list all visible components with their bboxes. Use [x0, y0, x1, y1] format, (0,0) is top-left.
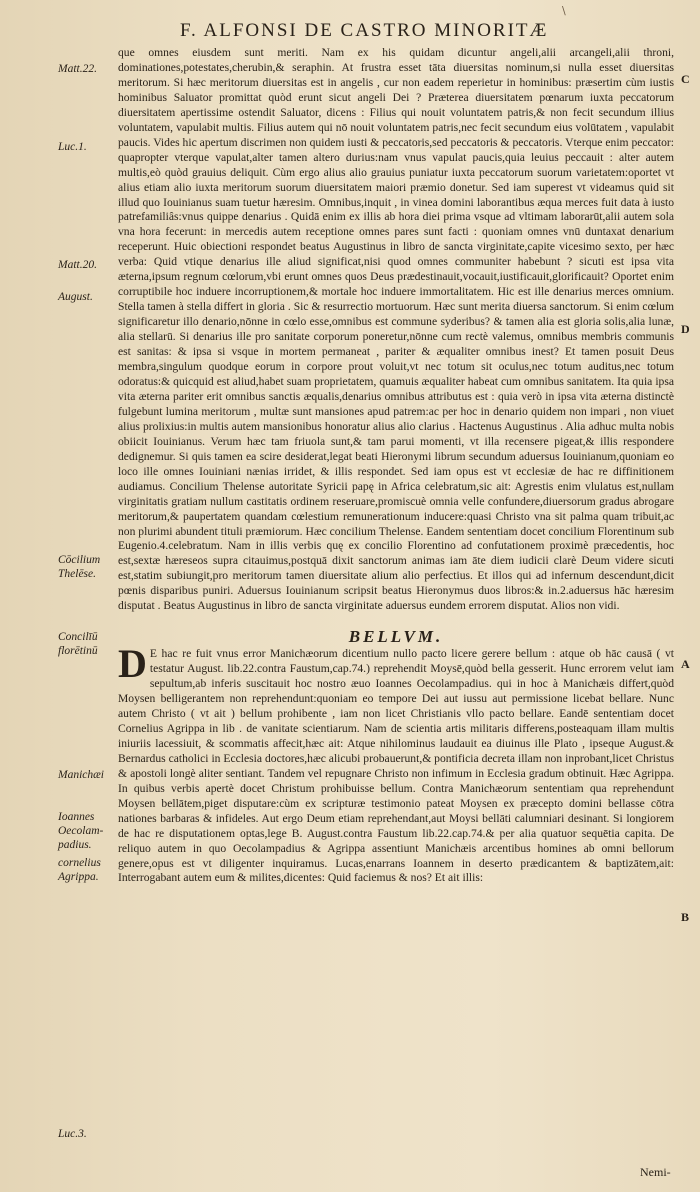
paragraph-resurrection-merits: que omnes eiusdem sunt meriti. Nam ex his quidam dicuntur angeli,alii arcangeli,alii throni, dominationes,potestates,cherubin,& seraphin. At frustra esset tāta diuersitas nominum,si nulla esset diuersitas meritorum. Si hæc meritorum diuersitas est in angelis , cur non eadem reperietur in hominibus: præsertim cùm iustis hominibus Saluator promittat quòd erunt sicut angeli Dei ? Præterea diuersitatem pœnarum iuxta peccatorum diuersitatem apertissime ostendit Saluator, dicens : Filius qui nouit voluntatem patris,& non fecit secundum illius voluntatem, vapulabit multis. Filius autem qui nō nouit voluntatem patris,nec fecit secundum eius volūtatem , vapulabit paucis. Vides hic apertum discrimen non quidem iusti & peccatoris,sed peccatoris & peccatoris. Vterque enim peccator: quapropter vterque vapulat,alter tamen altero durius:nam vnus vapulat paucis,quia leuius peccauit : alter autem multis,eò quòd grauius deliquit. Cùm ergo alius alio grauius puniatur iuxta peccatorum suorum varietatem:oportet vt alius etiam alio iuxta meritorum suorum diuersitatem maiori præmio donetur. Sed iam superest vt videamus quid sit illud quo Iouinianus suam tuetur hæresim. Omnibus,inquit , in vinea domini laborantibus æqua merces fuit data à iusto patrefamiliâs:vnus quippe denarius . Quidā enim ex illis ab hora diei prima vsque ad vltimam laborarūt,alii autem sola vna hora fecerunt: in mercedis autem receptione omnes pares sunt facti : quoniam omnes vnū duntaxat denarium receperunt. Huic obiectioni respondet beatus Augustinus in libro de sancta virginitate,capite vicesimo sexto, per hæc verba: Quid vtique denarius ille aliud significat,nisi quod omnes communiter habebunt ? sicuti est ipsa vita æterna,ipsum regnum cœlorum,vbi erunt omnes quos Deus prædestinauit,vocauit,iustificauit,glorificauit? Oportet enim corruptibile hoc induere incorruptionem,& mortale hoc induere immortalitatem. Hic est ille denarius merces omnium. Stella tamen à stella differt in gloria . Sic & resurrectio mortuorum. Hæc sunt merita diuersa sanctorum. Si enim cœlum significaretur illo denario,nōnne in cœlo esse,omnibus est commune syderibus? & tamen alia est gloria solis,alia lunæ, alia stellarū. Si denarius ille pro sanitate corporum poneretur,nōnne cum rectè valemus, omnibus membris communis est sanitas: & ipsa si vsque in mortem permaneat , pariter & æqualiter omnibus inest? Et tamen posuit Deus membra,singulum quodque eorum in corpore prout voluit,vt nec totum sit oculus,nec totum auditus,nec totum odoratus:& quicquid est aliud,habet suam proprietatem, quamuis æqualiter habeat cum omnibus sanitatem. Ita quia ipsa vita æterna pariter erit omnibus sanctis æqualis,denarius omnibus attributus est : quia verò in ipsa vita æterna distinctè fulgebunt lumina meritorum , multæ sunt mansiones apud patrem:ac per hoc in denario quidem non impari , non viuet alius prolixius:in multis autem mansionibus honoratur alius alio clarius . Hactenus Augustinus . Alia adhuc multa nobis obiicit Iouinianus. Verum hæc tam friuola sunt,& tam parui momenti, vt illa recensere pigeat,& illis respondere dedignemur. Si quis tamen ea scire desiderat,legat beati Hieronymi librum secundum aduersus Iouinianum,quoniam eo loco ille omnes Iouiniani nænias irridet, & illis respondet. Sed iam opus est vt ecclesiæ de hac re diffinitionem audiamus. Concilium Thelense autoritate Syricii papę in Africa celebratum,sic ait: Agrestis enim vlulatus est,nullam virginitatis gratiam nullum castitatis ordinem reseruare,promiscuè omnia velle confundere,diuersorum gradus abrogare meritorum,& paupertatem quandam cœlestium remunerationum inducere:quasi Christo vna sit palma quam tribuit,ac non plurimi abundent tituli præmiorum. Hæc concilium Thelense. Eandem sententiam docet concilium Florentinum sub Eugenio.4.celebratum. Nam in illis verbis quę ex concilio Florentino ad confutationem proximè præcedentis, hoc est,sextæ hæreseos supra citauimus,postquā dixit sanctorum animas iam āte diem iudicii clarè Deum videre sicuti est,statim subiungit,pro meritorum tamen diuersitate alium alio perfectius. Et illos qui ad infernum descendunt,dicit pœnis disparibus puniri. Aduersus Iouinianum scripsit beatus Hieronymus duos libros:& in.2.aduersus hāc hæresim disputat . Beatus Augustinus in libro de sancta virginitate aduersus eundem errorem disputat. Alios non vidi. — [118, 46, 674, 613]
main-text-column — [118, 46, 674, 886]
top-mark: \ — [562, 4, 566, 17]
catchword: Nemi- — [640, 1165, 671, 1179]
margin-note-concilium-thelense: Cōcilium Thelēse. — [58, 554, 101, 580]
running-head: F. ALFONSI DE CASTRO MINORITÆ — [180, 20, 549, 41]
margin-note-luc1: Luc.1. — [58, 141, 87, 153]
margin-note-agrippa: cornelius Agrippa. — [58, 857, 101, 883]
section-marker-c: C — [681, 72, 690, 86]
margin-note-august: August. — [58, 291, 93, 303]
paragraph-bellum-text: E hac re fuit vnus error Manichæorum dicentium nullo pacto licere gerere bellum : atque ob hāc causā ( vt testatur August. lib.22.contra Faustum,cap.74.) reprehendit Moysē,quòd bella gesserit. Hunc errorem velut iam sepultum,ab inferis suscitauit hoc nostro æuo Ioannes Oecolampadius. qui in hoc à Manichæis differt,quòd Moysen belligerantem non reprehendunt:quoniam eo tempore Dei aut iussu aut permissione licebat bellare. Nunc autem Christo ( vt ait ) bellum prohibente , iam non licet Christianis vllo pacto bellare. Eandē sententiam docet Cornelius Agrippa in lib . de vanitate scientiarum. Nam de scientia artis militaris differens,posteaquam illam multis iniuriis lacessiuit, & scommatis affecit,hæc ait: Atque nihilominus laudauit ea diuinus ille Plato , ipseque August.& Bernardus catholici in Ecclesia doctores,hæc alicubi probauerunt,& pontificia decreta illam non inprobant,licet Christus & apostoli longè aliter sentiant. Tandem vel repugnare Christo non infimum in Ecclesia gradum obtinuit. Hæc Agrippa. In quibus verbis apertè docet Christum prohibuisse bellum. Contra Manichæorum sententiam qua reprehendunt Moysen bellātem,piget disputare:cùm ex scripturæ testimonio pateat Moysen ex præcepto domini bellasse cōtra nationes barbaras & infideles. Aut ergo Deum etiam reprehendant,aut Moysi bellāti calumniari desinant. Si longiorem de hac re disputationem optas,lege B. August.contra Faustum lib.22.cap.74.& per alia quatuor sequētia capita. De reliquo autem in quo Oecolampadius & Agrippa assentiunt Manichæis arcentibus homines ab omni bellorum genere,opus est vt diligenter inquiramus. Lucas,enarrans Ioannem in deserto prædicantem & baptizātem,ait: Interrogabant autem eum & milites,dicentes: Quid faciemus & nos? Et ait illis: — [118, 647, 674, 885]
margin-note-matt22: Matt.22. — [58, 63, 97, 75]
margin-note-luc3: Luc.3. — [58, 1128, 87, 1140]
section-marker-a: A — [681, 657, 690, 671]
section-marker-b: B — [681, 910, 690, 924]
margin-note-manichaei: Manichæi — [58, 769, 104, 781]
section-title: BELLVM. — [348, 627, 444, 647]
margin-note-matt20: Matt.20. — [58, 259, 97, 271]
margin-note-concilium-florentinum: Concilīū florētinū — [58, 631, 98, 657]
paragraph-bellum — [118, 641, 674, 886]
margin-note-oecolampadius: Ioannes Oecolam- padius. — [58, 811, 104, 851]
section-marker-d: D — [681, 322, 690, 336]
drop-cap: D — [118, 641, 147, 687]
